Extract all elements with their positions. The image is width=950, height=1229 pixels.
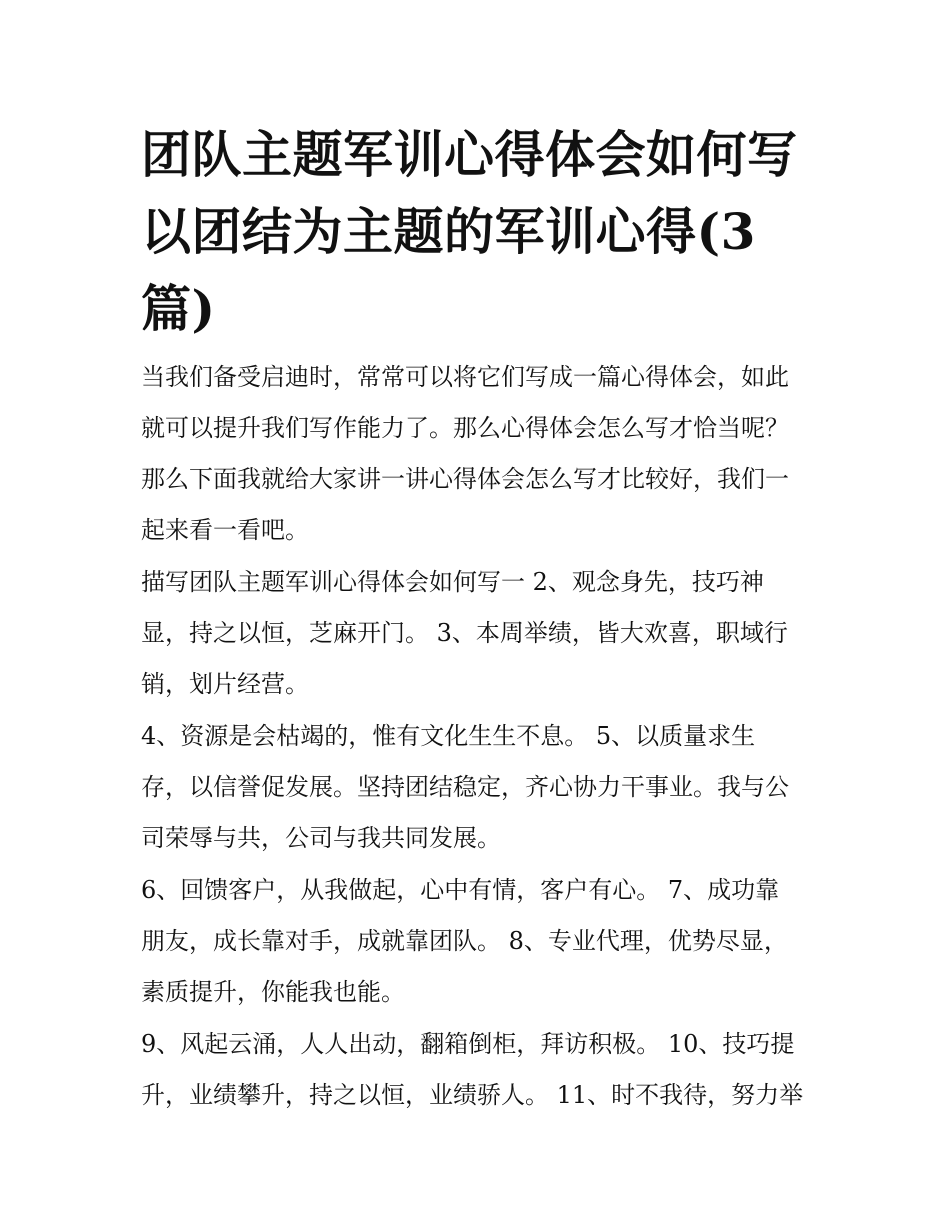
text-line: 就可以提升我们写作能力了。那么心得体会怎么写才恰当呢？ — [141, 414, 789, 442]
text-line: 销，划片经营。 — [141, 670, 309, 698]
document-title — [141, 116, 801, 347]
paragraph-intro — [141, 352, 821, 556]
document-body — [141, 352, 821, 1122]
text-line: 9、风起云涌，人人出动，翻箱倒柜，拜访积极。 10、技巧提 — [141, 1030, 795, 1058]
text-line: 那么下面我就给大家讲一讲心得体会怎么写才比较好，我们一 — [141, 465, 789, 493]
paragraph-slogans-4 — [141, 1019, 821, 1121]
text-line: 4、资源是会枯竭的，惟有文化生生不息。 5、以质量求生 — [141, 722, 756, 750]
paragraph-slogans-3 — [141, 865, 821, 1018]
text-line: 升，业绩攀升，持之以恒，业绩骄人。 11、时不我待，努力举 — [141, 1081, 804, 1109]
text-line: 存，以信誉促发展。坚持团结稳定，齐心协力干事业。我与公 — [141, 773, 789, 801]
title-line: 以团结为主题的军训心得(3 — [141, 202, 756, 261]
text-line: 素质提升，你能我也能。 — [141, 978, 405, 1006]
text-line: 6、回馈客户，从我做起，心中有情，客户有心。 7、成功靠 — [141, 876, 780, 904]
text-line: 描写团队主题军训心得体会如何写一 2、观念身先，技巧神 — [141, 568, 764, 596]
text-line: 朋友，成长靠对手，成就靠团队。 8、专业代理，优势尽显， — [141, 927, 788, 955]
paragraph-slogans-2 — [141, 711, 821, 864]
paragraph-slogans-1 — [141, 557, 821, 710]
title-line: 篇) — [141, 279, 216, 338]
title-line: 团队主题军训心得体会如何写 — [141, 125, 798, 184]
text-line: 司荣辱与共，公司与我共同发展。 — [141, 824, 501, 852]
text-line: 显，持之以恒，芝麻开门。 3、本周举绩，皆大欢喜，职域行 — [141, 619, 788, 647]
text-line: 起来看一看吧。 — [141, 516, 309, 544]
text-line: 当我们备受启迪时，常常可以将它们写成一篇心得体会，如此 — [141, 363, 789, 391]
